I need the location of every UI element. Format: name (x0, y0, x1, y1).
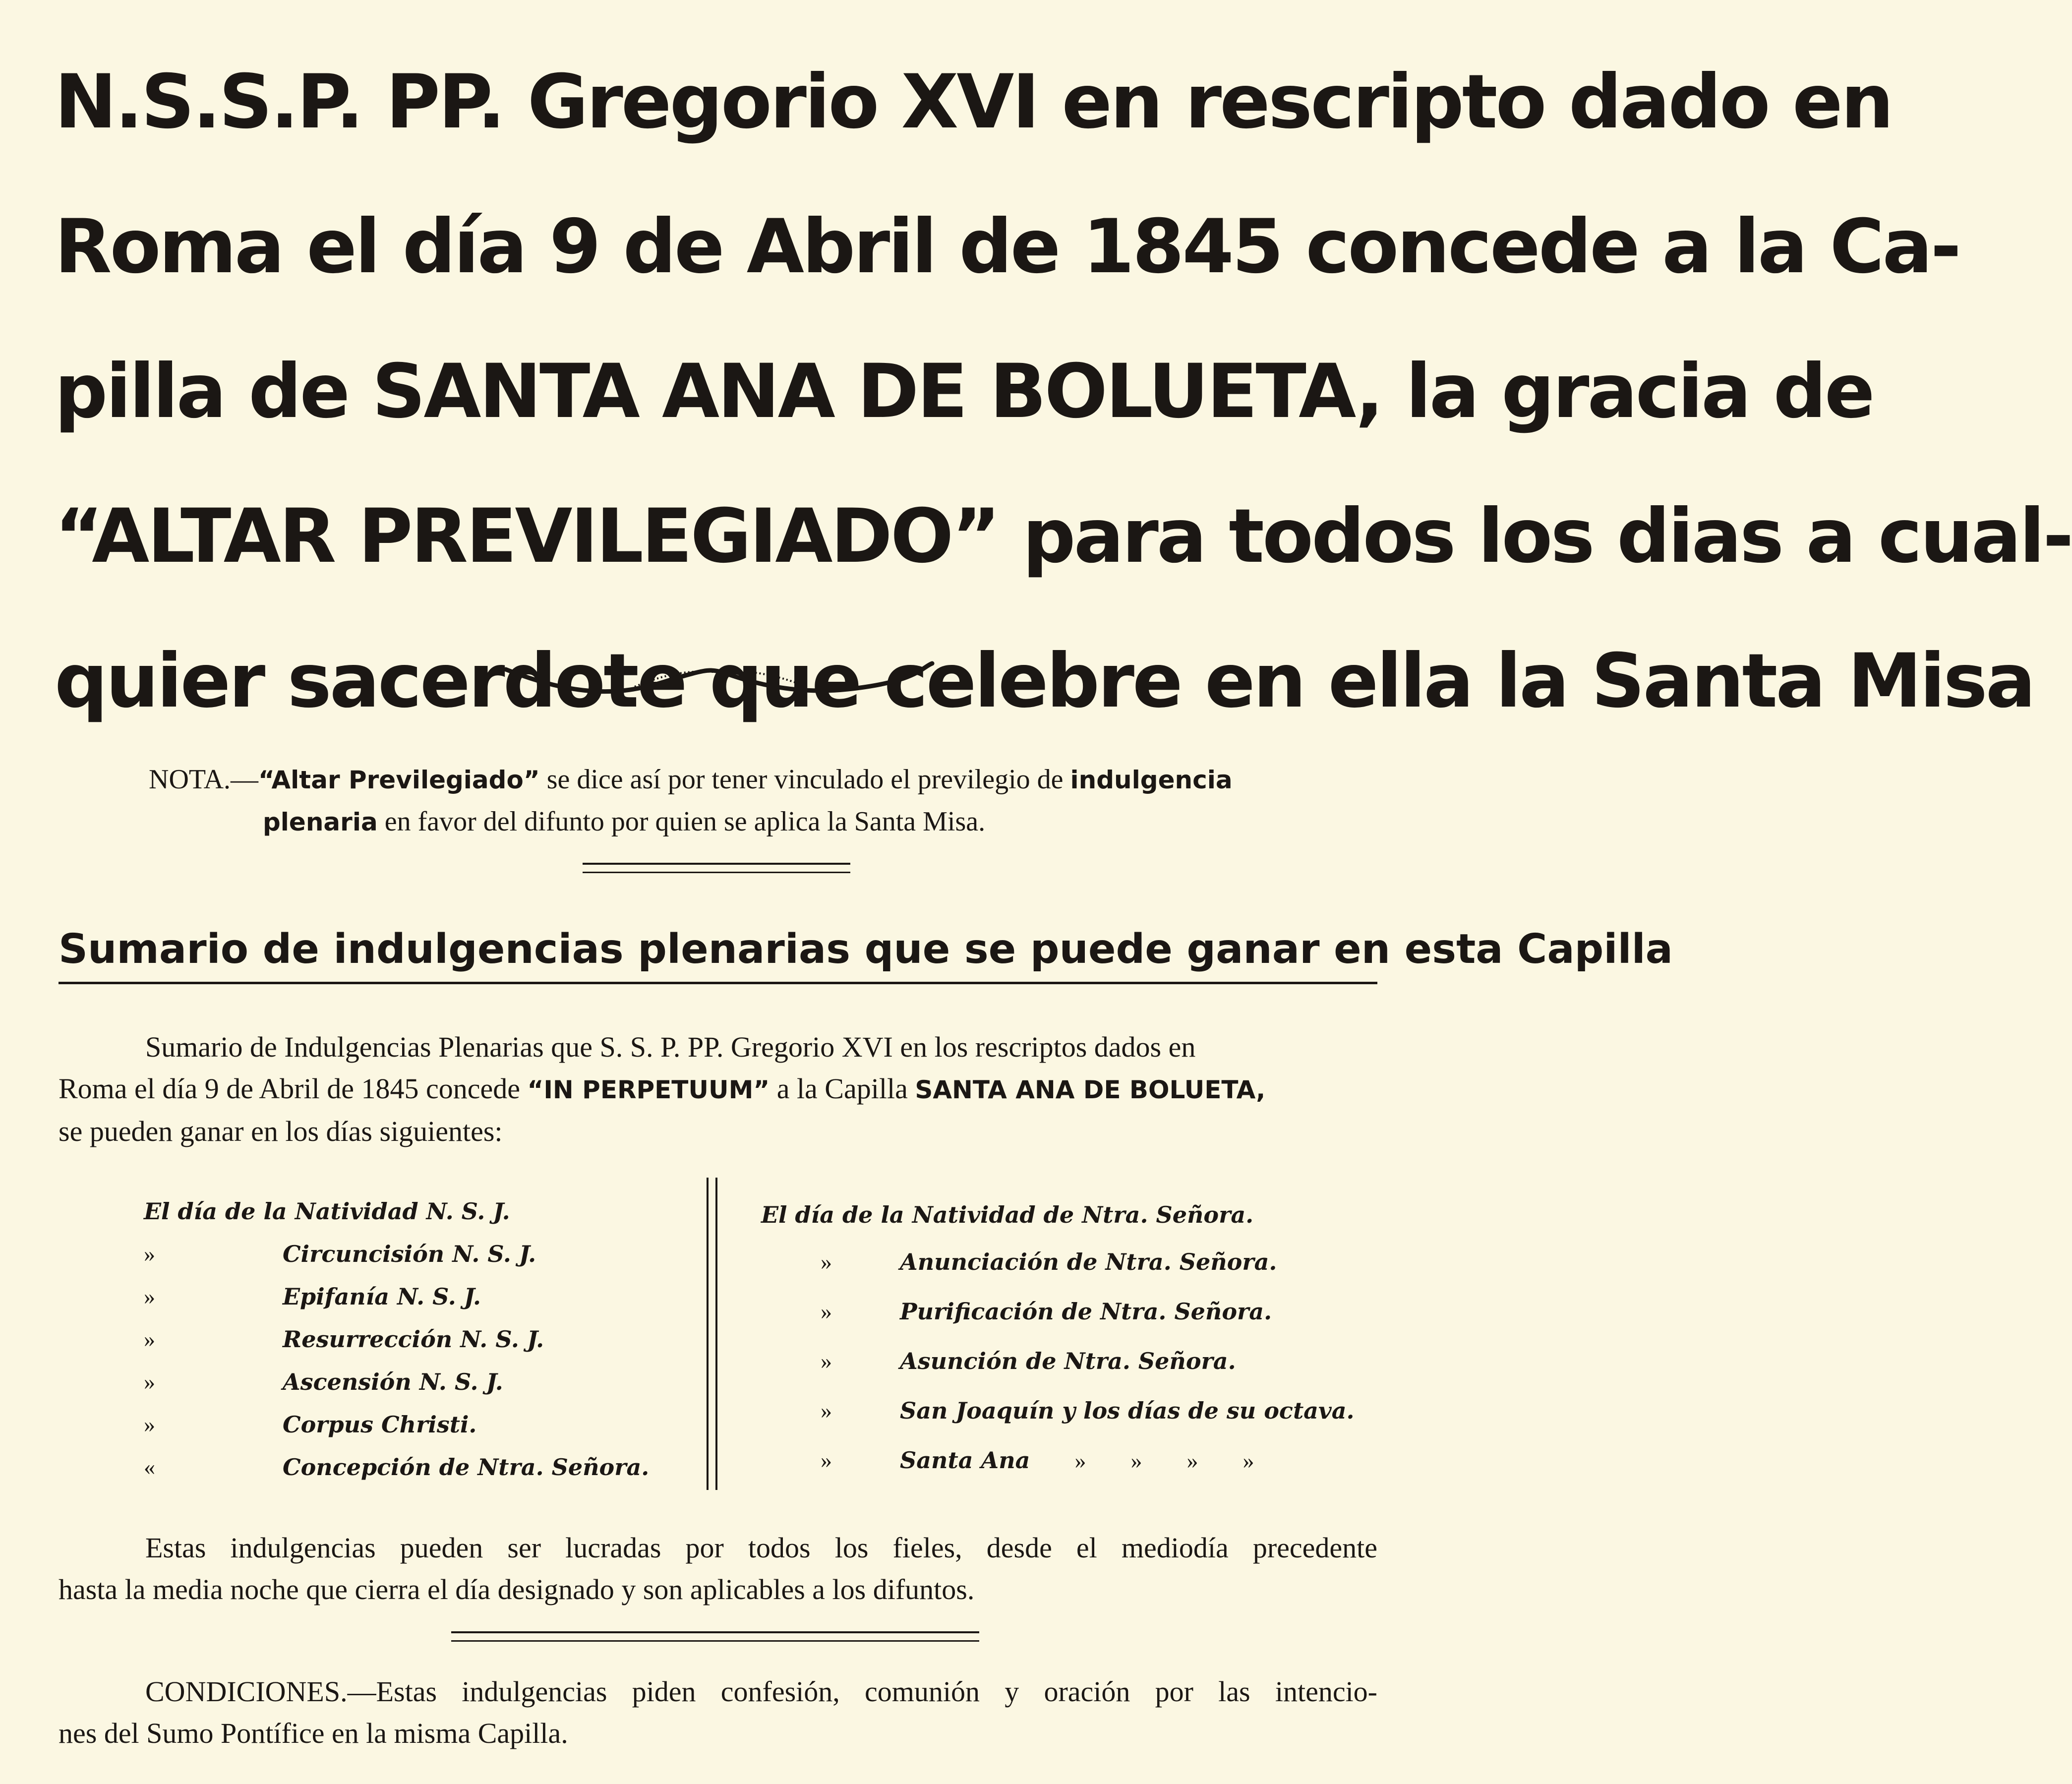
feast-item: El día de la Natividad de Ntra. Señora. (761, 1201, 1254, 1228)
intro-text: a la Capilla (770, 1072, 915, 1105)
headline-line: pilla de SANTA ANA DE BOLUETA, la gracia de (55, 349, 1873, 435)
closing-line: hasta la media noche que cierra el día designado y son aplicables a los difuntos. (59, 1573, 975, 1606)
feast-item: » Circuncisión N. S. J. (144, 1233, 669, 1275)
double-rule (583, 863, 850, 873)
feast-item: » Asunción de Ntra. Señora. (761, 1336, 1371, 1386)
intro-text: Roma el día 9 de Abril de 1845 concede (59, 1072, 528, 1105)
ditto-mark: » (144, 1241, 155, 1266)
ditto-marks: » » » » (1074, 1448, 1254, 1473)
closing-paragraph (59, 1527, 1377, 1610)
headline-line: “ALTAR PREVILEGIADO” para todos los dias a cual- (55, 493, 2072, 580)
double-rule (451, 1631, 979, 1642)
feast-item: » Anunciación de Ntra. Señora. (761, 1237, 1371, 1287)
intro-line: Sumario de Indulgencias Plenarias que S. S. P. PP. Gregorio XVI en los rescriptos dados en (145, 1031, 1196, 1063)
intro-line: se pueden ganar en los días siguientes: (59, 1115, 503, 1147)
nota-paragraph (149, 759, 1378, 843)
ditto-mark: » (144, 1412, 155, 1437)
conditions-line: CONDICIONES.—Estas indulgencias piden confesión, comunión y oración por las intencio- (145, 1675, 1377, 1708)
conditions-line: nes del Sumo Pontífice en la misma Capilla. (59, 1717, 568, 1749)
intro-bold: SANTA ANA DE BOLUETA, (915, 1075, 1266, 1104)
feast-item: » San Joaquín y los días de su octava. (761, 1386, 1371, 1435)
ditto-mark: » (144, 1369, 155, 1394)
intro-bold: “IN PERPETUUM” (527, 1075, 770, 1104)
ditto-mark: » (821, 1299, 832, 1324)
ditto-mark: » (821, 1348, 832, 1373)
nota-bold: indulgencia (1070, 766, 1233, 794)
feast-item: » Corpus Christi. (144, 1403, 669, 1446)
nota-text: se dice así por tener vinculado el previlegio de (539, 764, 1070, 795)
closing-line: Estas indulgencias pueden ser lucradas por todos los fieles, desde el mediodía precedente (145, 1532, 1377, 1564)
nota-label: NOTA.— (149, 764, 259, 795)
headline-line: N.S.S.P. PP. Gregorio XVI en rescripto dado en (55, 59, 1892, 145)
nota-bold: plenaria (263, 808, 378, 836)
headline-line: quier sacerdote que celebre en ella la Santa Misa (55, 638, 2034, 724)
nota-term: “Altar Previlegiado” (258, 766, 540, 794)
conditions-paragraph (59, 1671, 1377, 1754)
ditto-mark: » (821, 1398, 832, 1423)
feast-item: » Resurrección N. S. J. (144, 1318, 669, 1361)
feast-list-left (144, 1190, 669, 1488)
feast-text: Santa Ana (900, 1447, 1030, 1474)
feast-item: « Concepción de Ntra. Señora. (144, 1446, 669, 1488)
ornament-swash (501, 654, 937, 709)
feast-list-right (761, 1190, 1371, 1485)
nota-text: en favor del difunto por quien se aplica la Santa Misa. (377, 806, 986, 837)
feast-item: » Purificación de Ntra. Señora. (761, 1287, 1371, 1336)
headline (55, 30, 2072, 754)
ditto-mark: » (821, 1249, 832, 1274)
ditto-mark: « (144, 1454, 155, 1480)
headline-line: Roma el día 9 de Abril de 1845 concede a la Ca- (55, 204, 1959, 290)
feast-item (761, 1435, 1371, 1485)
intro-paragraph (59, 1026, 1377, 1152)
column-divider (707, 1178, 717, 1490)
ditto-mark: » (144, 1284, 155, 1309)
feast-item: » Epifanía N. S. J. (144, 1275, 669, 1318)
ditto-mark: » (821, 1447, 832, 1473)
ditto-mark: » (144, 1326, 155, 1352)
feast-item: » Ascensión N. S. J. (144, 1361, 669, 1403)
feast-item: El día de la Natividad N. S. J. (144, 1198, 510, 1225)
section-title: Sumario de indulgencias plenarias que se puede ganar en esta Capilla (59, 917, 1377, 984)
